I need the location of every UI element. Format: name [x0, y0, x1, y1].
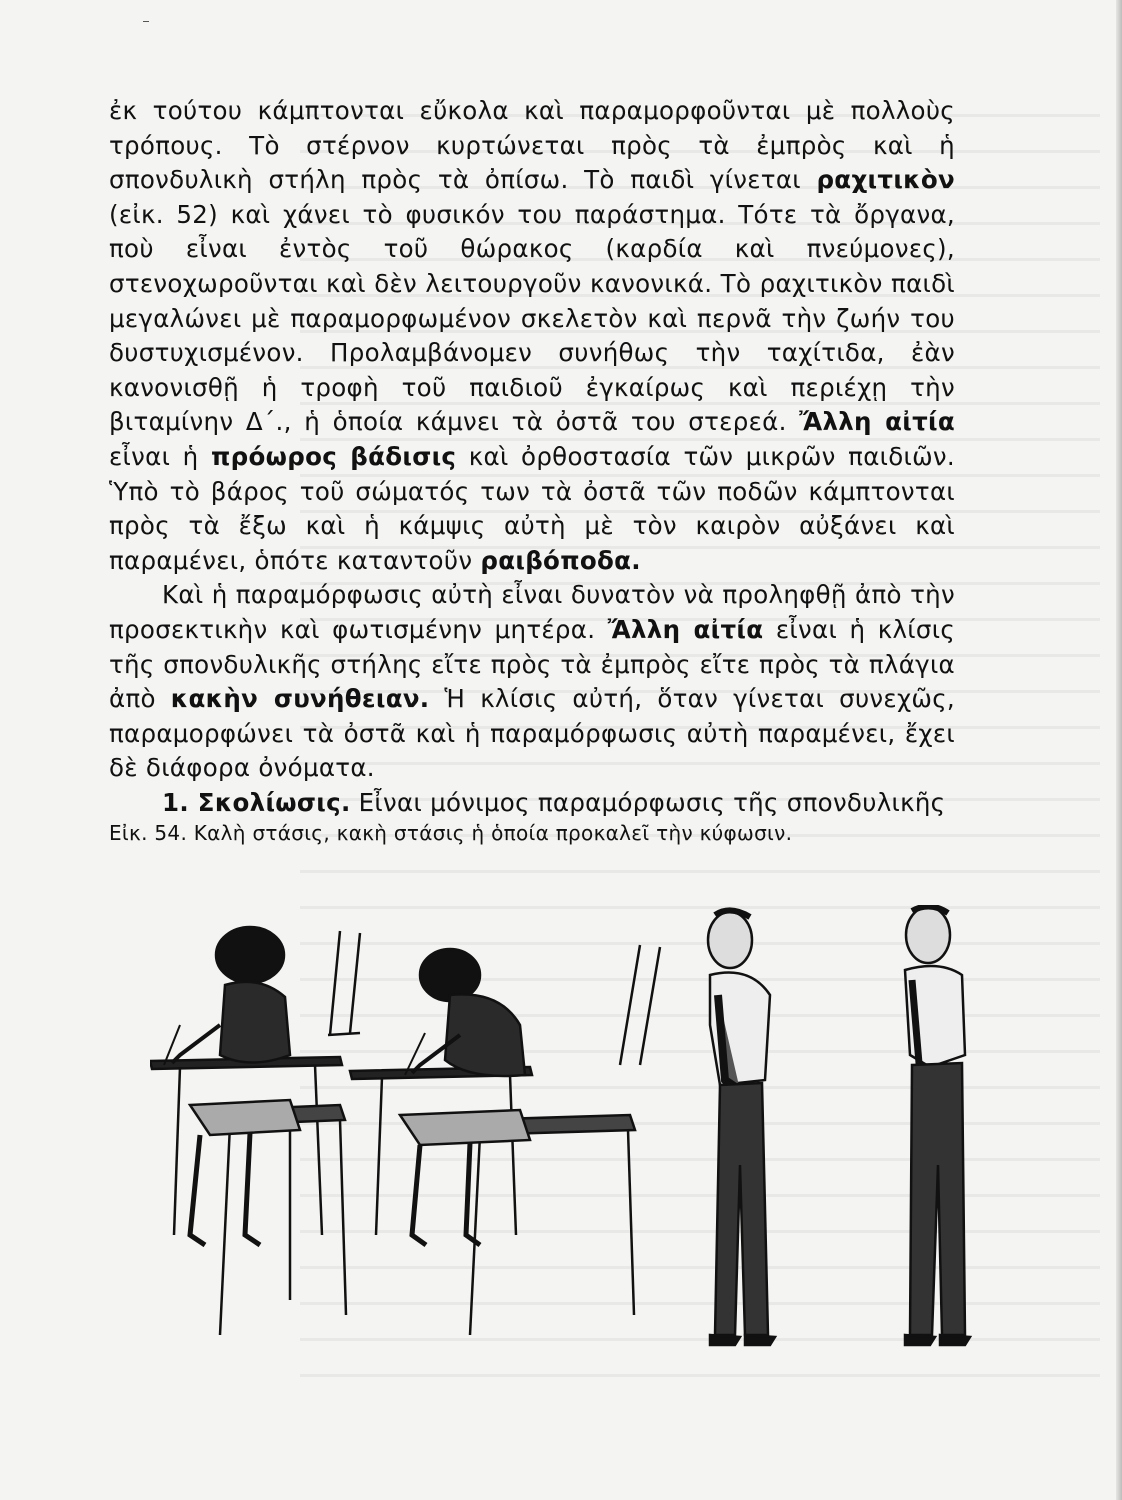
- p1-term-proros-vadisis: πρόωρος βάδισις: [210, 441, 457, 471]
- figure-caption: Εἰκ. 54. Καλὴ στάσις, κακὴ στάσις ἡ ὁποία προκαλεῖ τὴν κύφωσιν.: [109, 821, 793, 845]
- page-edge: [1116, 0, 1122, 1500]
- p2-seg-0: Καὶ ἡ παραμόρφωσις αὐτὴ εἶναι δυνατὸν νὰ προληφθῇ ἀπὸ τὴν προσεκτικὴν καὶ φωτισμένην μητέρα.: [109, 580, 955, 644]
- p1-seg-4: εἶναι ἡ: [109, 441, 211, 471]
- p2-seg-2: εἶναι ἡ κλίσις τῆς σπονδυλικῆς στήλης εἴτε πρὸς τὰ ἐμπρὸς εἴτε πρὸς τὰ πλάγια ἀπὸ: [109, 614, 955, 714]
- p1-term-rachitikon: ραχιτικὸν: [816, 165, 955, 195]
- p3-heading-skoliosis: 1. Σκολίωσις.: [162, 787, 351, 817]
- posture-illustration: [150, 905, 990, 1375]
- paragraph-3: [109, 786, 955, 821]
- girl-sitting-good-posture: [150, 927, 360, 1335]
- p1-term-alli-aitia: Ἄλλη αἰτία: [799, 407, 956, 437]
- girl-sitting-bad-posture: [350, 945, 660, 1335]
- p1-seg-0: ἐκ τούτου κάμπτονται εὔκολα καὶ παραμορφοῦνται μὲ πολλοὺς τρόπους. Τὸ στέρνον κυρτώνεται πρὸς τὰ ἐμπρὸς καὶ ἡ σπονδυλικὴ στήλη πρὸς τὰ ὀπίσω. Τὸ παιδὶ γίνεται: [109, 96, 955, 195]
- p3-seg-1: Εἶναι μόνιμος παραμόρφωσις τῆς σπονδυλικῆς: [350, 787, 946, 817]
- p2-term-alli-aitia: Ἄλλη αἰτία: [607, 614, 764, 644]
- body-text: [109, 94, 955, 820]
- paragraph-2: [109, 578, 955, 786]
- p2-seg-4: Ἡ κλίσις αὐτή, ὅταν γίνεται συνεχῶς, παραμορφώνει τὰ ὀστᾶ καὶ ἡ παραμόρφωσις αὐτὴ παραμένει, ἔχει δὲ διάφορα ὀνόματα.: [109, 684, 955, 783]
- p1-seg-2: (εἰκ. 52) καὶ χάνει τὸ φυσικόν του παράστημα. Τότε τὰ ὄργανα, ποὺ εἶναι ἐντὸς τοῦ θώρακος (καρδία καὶ πνεύμονες), στενοχωροῦνται καὶ δὲν λειτουργοῦν κανονικά. Τὸ ραχιτικὸν παιδὶ μεγαλώνει μὲ παραμορφωμένον σκελετὸν καὶ περνᾶ τὴν ζωήν του δυστυχισμένον. Προλαμβάνομεν συνήθως τὴν ταχίτιδα, ἐὰν κανονισθῇ ἡ τροφὴ τοῦ παιδιοῦ ἐγκαίρως καὶ περιέχῃ τὴν βιταμίνην Δ΄., ἡ ὁποία κάμνει τὰ ὀστᾶ του στερεά.: [109, 199, 955, 437]
- corner-mark: [143, 21, 149, 22]
- p2-term-kaki-synitheia: κακὴν συνήθειαν.: [170, 684, 430, 714]
- boy-standing-good-posture: [905, 906, 970, 1345]
- boy-standing-bad-posture: [708, 910, 775, 1345]
- p1-seg-6: καὶ ὀρθοστασία τῶν μικρῶν παιδιῶν. Ὑπὸ τὸ βάρος τοῦ σώματός των τὰ ὀστᾶ τῶν ποδῶν κάμπτονται πρὸς τὰ ἔξω καὶ ἡ κάμψις αὐτὴ μὲ τὸν καιρὸν αὐξάνει καὶ παραμένει, ὁπότε καταντοῦν: [109, 441, 956, 575]
- p1-term-raivopoda: ραιβόποδα.: [480, 545, 641, 575]
- paragraph-1: [109, 94, 955, 578]
